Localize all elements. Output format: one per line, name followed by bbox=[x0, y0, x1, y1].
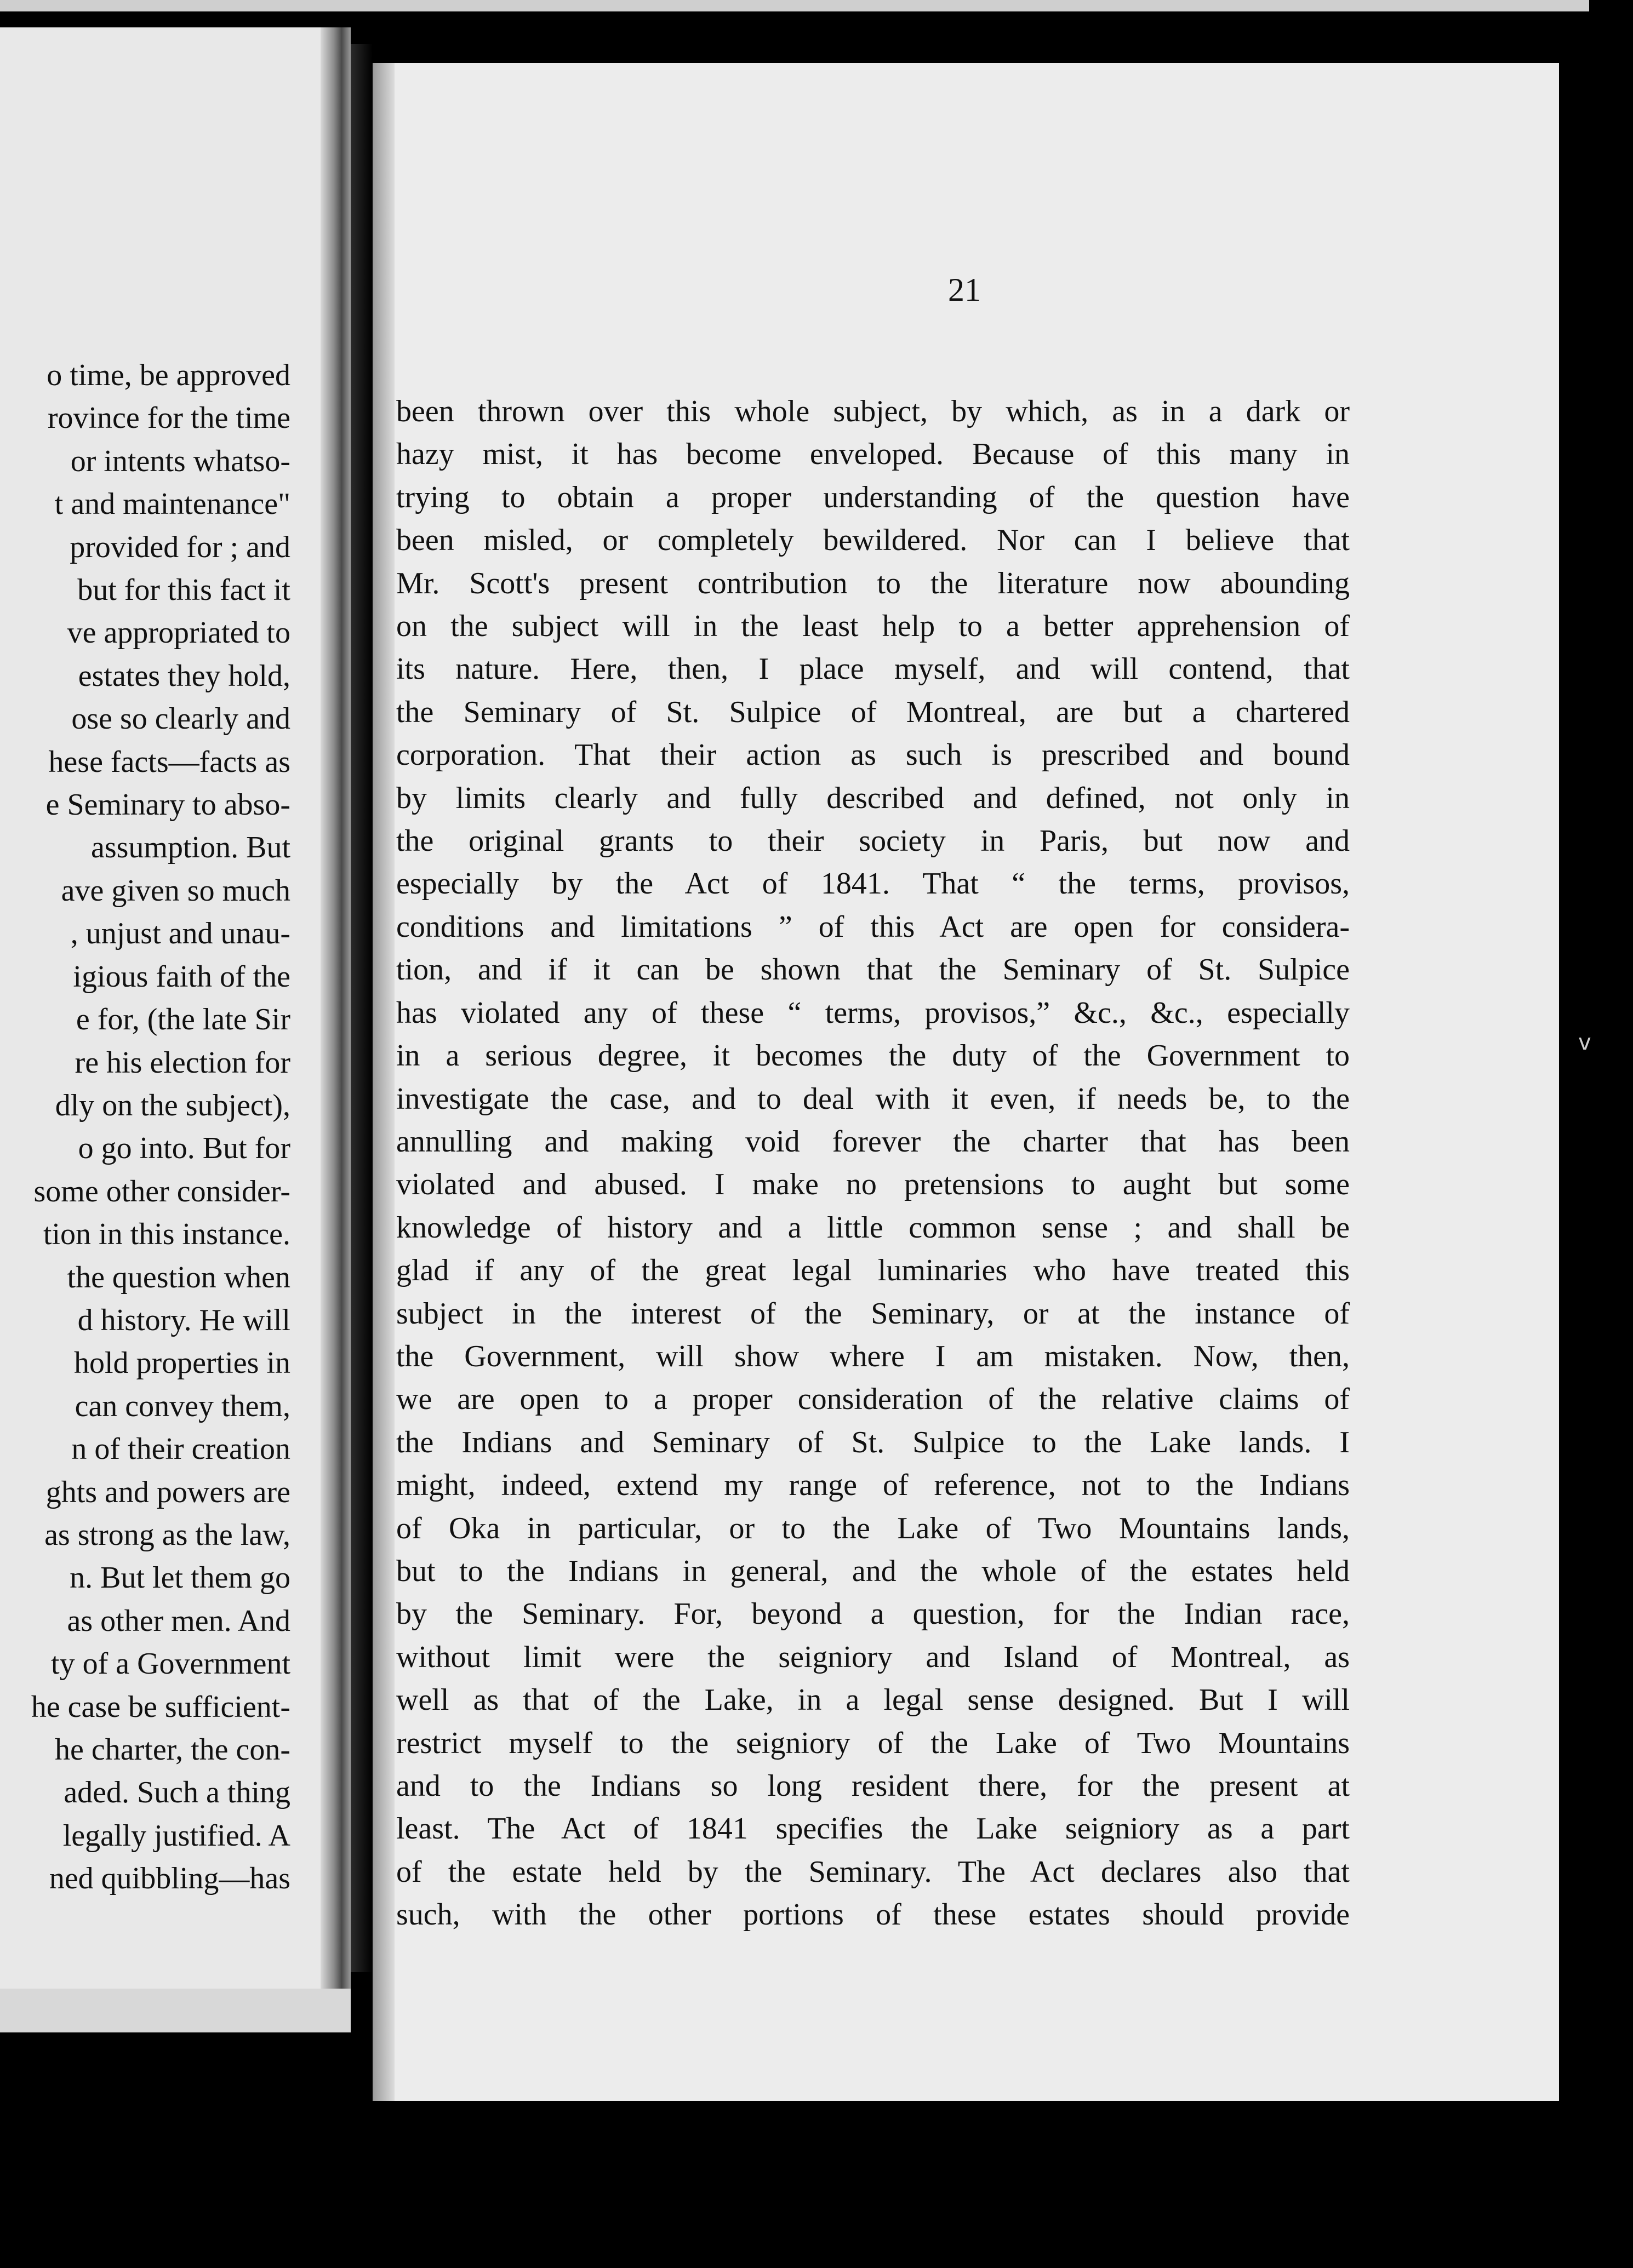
outer-binding-edge bbox=[1559, 63, 1633, 2101]
left-page-line: ned quibbling—has bbox=[49, 1862, 290, 1896]
edge-mark: v bbox=[1578, 1030, 1591, 1055]
body-text-line: but to the Indians in general, and the whole of the estates held bbox=[396, 1554, 1350, 1588]
left-page-line: estates they hold, bbox=[78, 658, 290, 693]
body-text-line: well as that of the Lake, in a legal sense designed. But I will bbox=[396, 1683, 1350, 1717]
body-text-line: tion, and if it can be shown that the Seminary of St. Sulpice bbox=[396, 953, 1350, 987]
body-text-line: its nature. Here, then, I place myself, and will contend, that bbox=[396, 652, 1350, 686]
left-page-line: assumption. But bbox=[90, 831, 290, 865]
body-text-line: knowledge of history and a little common sense ; and shall be bbox=[396, 1210, 1350, 1245]
bottom-scan-border bbox=[0, 2101, 1633, 2268]
left-page-line: as other men. And bbox=[67, 1603, 290, 1638]
body-text-line: the Government, will show where I am mistaken. Now, then, bbox=[396, 1339, 1350, 1373]
body-text-line: the Indians and Seminary of St. Sulpice to the Lake lands. I bbox=[396, 1425, 1350, 1459]
left-page-line: ve appropriated to bbox=[67, 616, 290, 650]
left-page bbox=[0, 27, 351, 1989]
left-page-line: o go into. But for bbox=[78, 1131, 290, 1166]
left-page-line: dly on the subject), bbox=[55, 1088, 290, 1122]
left-page-line: legally justified. A bbox=[62, 1818, 290, 1853]
body-text-line: corporation. That their action as such is prescribed and bound bbox=[396, 738, 1350, 772]
left-page-line: the question when bbox=[67, 1260, 290, 1295]
body-text-line: violated and abused. I make no pretensions to aught but some bbox=[396, 1167, 1350, 1202]
left-page-line: re his election for bbox=[75, 1045, 290, 1080]
body-text-line: by the Seminary. For, beyond a question, for the Indian race, bbox=[396, 1597, 1350, 1631]
left-page-line: as strong as the law, bbox=[44, 1517, 290, 1552]
book-gutter bbox=[351, 44, 373, 1972]
body-text-line: subject in the interest of the Seminary, or at the instance of bbox=[396, 1296, 1350, 1331]
left-page-line: he charter, the con- bbox=[55, 1733, 290, 1767]
body-text-line: by limits clearly and fully described and defined, not only in bbox=[396, 781, 1350, 815]
left-page-line: ose so clearly and bbox=[71, 702, 290, 736]
right-page bbox=[373, 63, 1559, 2101]
right-page-body-text bbox=[396, 390, 1350, 1937]
left-page-line: he case be sufficient- bbox=[31, 1689, 290, 1724]
left-page-line: tion in this instance. bbox=[43, 1217, 290, 1252]
left-page-gutter-shadow bbox=[321, 27, 351, 1989]
body-text-line: investigate the case, and to deal with it even, if needs be, to the bbox=[396, 1081, 1350, 1116]
body-text-line: of the estate held by the Seminary. The Act declares also that bbox=[396, 1854, 1350, 1889]
left-page-line: but for this fact it bbox=[77, 573, 290, 608]
page-number: 21 bbox=[948, 272, 981, 308]
left-page-line: some other consider- bbox=[33, 1174, 290, 1209]
body-text-line: restrict myself to the seigniory of the Lake of Two Mountains bbox=[396, 1726, 1350, 1760]
left-page-line: igious faith of the bbox=[73, 959, 290, 994]
body-text-line: least. The Act of 1841 specifies the Lake seigniory as a part bbox=[396, 1812, 1350, 1846]
left-page-line: o time, be approved bbox=[47, 358, 290, 392]
body-text-line: the original grants to their society in Paris, but now and bbox=[396, 824, 1350, 858]
left-page-line: ty of a Government bbox=[51, 1647, 290, 1681]
left-page-line: , unjust and unau- bbox=[70, 917, 290, 951]
body-text-line: without limit were the seigniory and Island of Montreal, as bbox=[396, 1640, 1350, 1674]
body-text-line: of Oka in particular, or to the Lake of Two Mountains lands, bbox=[396, 1511, 1350, 1545]
body-text-line: Mr. Scott's present contribution to the literature now abounding bbox=[396, 566, 1350, 600]
body-text-line: conditions and limitations ” of this Act are open for considera- bbox=[396, 909, 1350, 944]
left-page-line: n. But let them go bbox=[70, 1561, 290, 1595]
body-text-line: such, with the other portions of these estates should provide bbox=[396, 1898, 1350, 1932]
left-page-line: e Seminary to abso- bbox=[45, 788, 290, 822]
body-text-line: hazy mist, it has become enveloped. Because of this many in bbox=[396, 437, 1350, 472]
left-page-bottom-edge bbox=[0, 1989, 351, 2032]
left-page-line: or intents whatso- bbox=[70, 444, 290, 478]
body-text-line: on the subject will in the least help to a better apprehension of bbox=[396, 609, 1350, 644]
left-page-line: rovince for the time bbox=[47, 401, 290, 436]
left-page-text bbox=[0, 354, 290, 1900]
right-page-spine-shade bbox=[373, 63, 395, 2101]
body-text-line: the Seminary of St. Sulpice of Montreal, are but a chartered bbox=[396, 695, 1350, 729]
left-page-line: ave given so much bbox=[61, 873, 290, 908]
body-text-line: trying to obtain a proper understanding of the question have bbox=[396, 480, 1350, 514]
body-text-line: glad if any of the great legal luminaries who have treated this bbox=[396, 1253, 1350, 1288]
left-page-line: provided for ; and bbox=[70, 530, 290, 564]
body-text-line: we are open to a proper consideration of the relative claims of bbox=[396, 1382, 1350, 1417]
left-page-line: ghts and powers are bbox=[45, 1475, 290, 1509]
body-text-line: has violated any of these “ terms, provisos,” &c., &c., especially bbox=[396, 995, 1350, 1030]
body-text-line: and to the Indians so long resident there, for the present at bbox=[396, 1769, 1350, 1803]
left-page-line: hese facts—facts as bbox=[48, 744, 290, 779]
body-text-line: been thrown over this whole subject, by which, as in a dark or bbox=[396, 394, 1350, 428]
left-page-line: aded. Such a thing bbox=[64, 1776, 290, 1810]
left-page-line: e for, (the late Sir bbox=[76, 1003, 290, 1037]
left-page-line: hold properties in bbox=[73, 1346, 290, 1381]
body-text-line: been misled, or completely bewildered. Nor can I believe that bbox=[396, 523, 1350, 558]
body-text-line: might, indeed, extend my range of reference, not to the Indians bbox=[396, 1468, 1350, 1503]
body-text-line: especially by the Act of 1841. That “ the terms, provisos, bbox=[396, 867, 1350, 901]
body-text-line: annulling and making void forever the charter that has been bbox=[396, 1124, 1350, 1159]
body-text-line: in a serious degree, it becomes the duty of the Government to bbox=[396, 1039, 1350, 1073]
left-page-line: can convey them, bbox=[75, 1389, 290, 1423]
left-page-line: d history. He will bbox=[77, 1303, 290, 1337]
left-page-line: n of their creation bbox=[71, 1432, 290, 1467]
left-page-line: t and maintenance" bbox=[54, 487, 290, 522]
previous-leaf-edge bbox=[0, 0, 1589, 12]
